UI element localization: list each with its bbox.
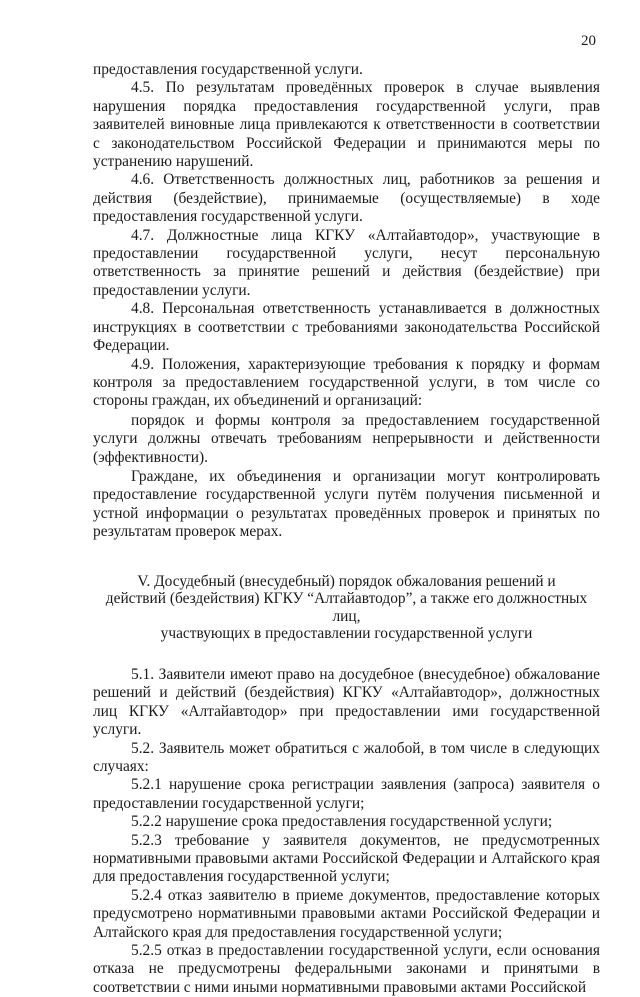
paragraph-4-6: 4.6. Ответственность должностных лиц, работников за решения и действия (бездействие), принимаемые (осуществляемые) в ходе предоставления государственной услуги. [93,171,600,226]
paragraph-control-forms: порядок и формы контроля за предоставлением государственной услуги должны отвечать требованиям непрерывности и действенности (эффективности). [93,411,600,466]
paragraph-5-2-3: 5.2.3 требование у заявителя документов, не предусмотренных нормативными правовыми актами Российской Федерации и Алтайского края для предоставления государственной услуги; [93,831,600,886]
paragraph-4-9: 4.9. Положения, характеризующие требования к порядку и формам контроля за предоставлением государственной услуги, в том числе со стороны граждан, их объединений и организаций: [93,355,600,410]
section-5-heading-line-1: V. Досудебный (внесудебный) порядок обжалования решений и [137,572,556,590]
section-5-heading [93,573,600,643]
section-5-heading-line-3: участвующих в предоставлении государственной услуги [160,625,533,643]
paragraph-citizens-control: Граждане, их объединения и организации могут контролировать предоставление государственной услуги путём получения письменной и устной информации о результатах проведённых проверок и принятых по результатам проверок мерах. [93,467,600,541]
paragraph-5-2: 5.2. Заявитель может обратиться с жалобой, в том числе в следующих случаях: [93,739,600,775]
paragraph-4-5: 4.5. По результатам проведённых проверок в случае выявления нарушения порядка предоставления государственной услуги, прав заявителей виновные лица привлекаются к ответственности в соответствии с законодательством Российской Федерации и принимаются меры по устранению нарушений. [93,79,600,171]
section-5-heading-line-2: действий (бездействия) КГКУ “Алтайавтодор”, а также его должностных лиц, [105,590,588,625]
paragraph-4-7: 4.7. Должностные лица КГКУ «Алтайавтодор», участвующие в предоставлении государственной услуги, несут персональную ответственность за принятие решений и действия (бездействие) при предоставлении услуги. [93,226,600,299]
paragraph-5-2-5: 5.2.5 отказ в предоставлении государственной услуги, если основания отказа не предусмотрены федеральными законами и принятыми в соответствии с ними иными нормативными правовыми актами Российской [93,942,600,996]
paragraph-5-2-1: 5.2.1 нарушение срока регистрации заявления (запроса) заявителя о предоставлении государственной услуги; [93,776,600,812]
page-number: 20 [581,33,596,49]
paragraph-4-8: 4.8. Персональная ответственность устанавливается в должностных инструкциях в соответствии с требованиями законодательства Российской Федерации. [93,300,600,355]
paragraph-continuation: предоставления государственной услуги. [93,61,363,78]
paragraph-5-1: 5.1. Заявители имеют право на досудебное (внесудебное) обжалование решений и действий (бездействия) КГКУ «Алтайавтодор», должностных лиц КГКУ «Алтайавтодор» при предоставлении ими государственной услуги. [93,665,600,739]
paragraph-5-2-2: 5.2.2 нарушение срока предоставления государственной услуги; [131,813,553,831]
paragraph-5-2-4: 5.2.4 отказ заявителю в приеме документов, предоставление которых предусмотрено нормативными правовыми актами Российской Федерации и Алтайского края для предоставления государственной услуги; [93,886,600,941]
